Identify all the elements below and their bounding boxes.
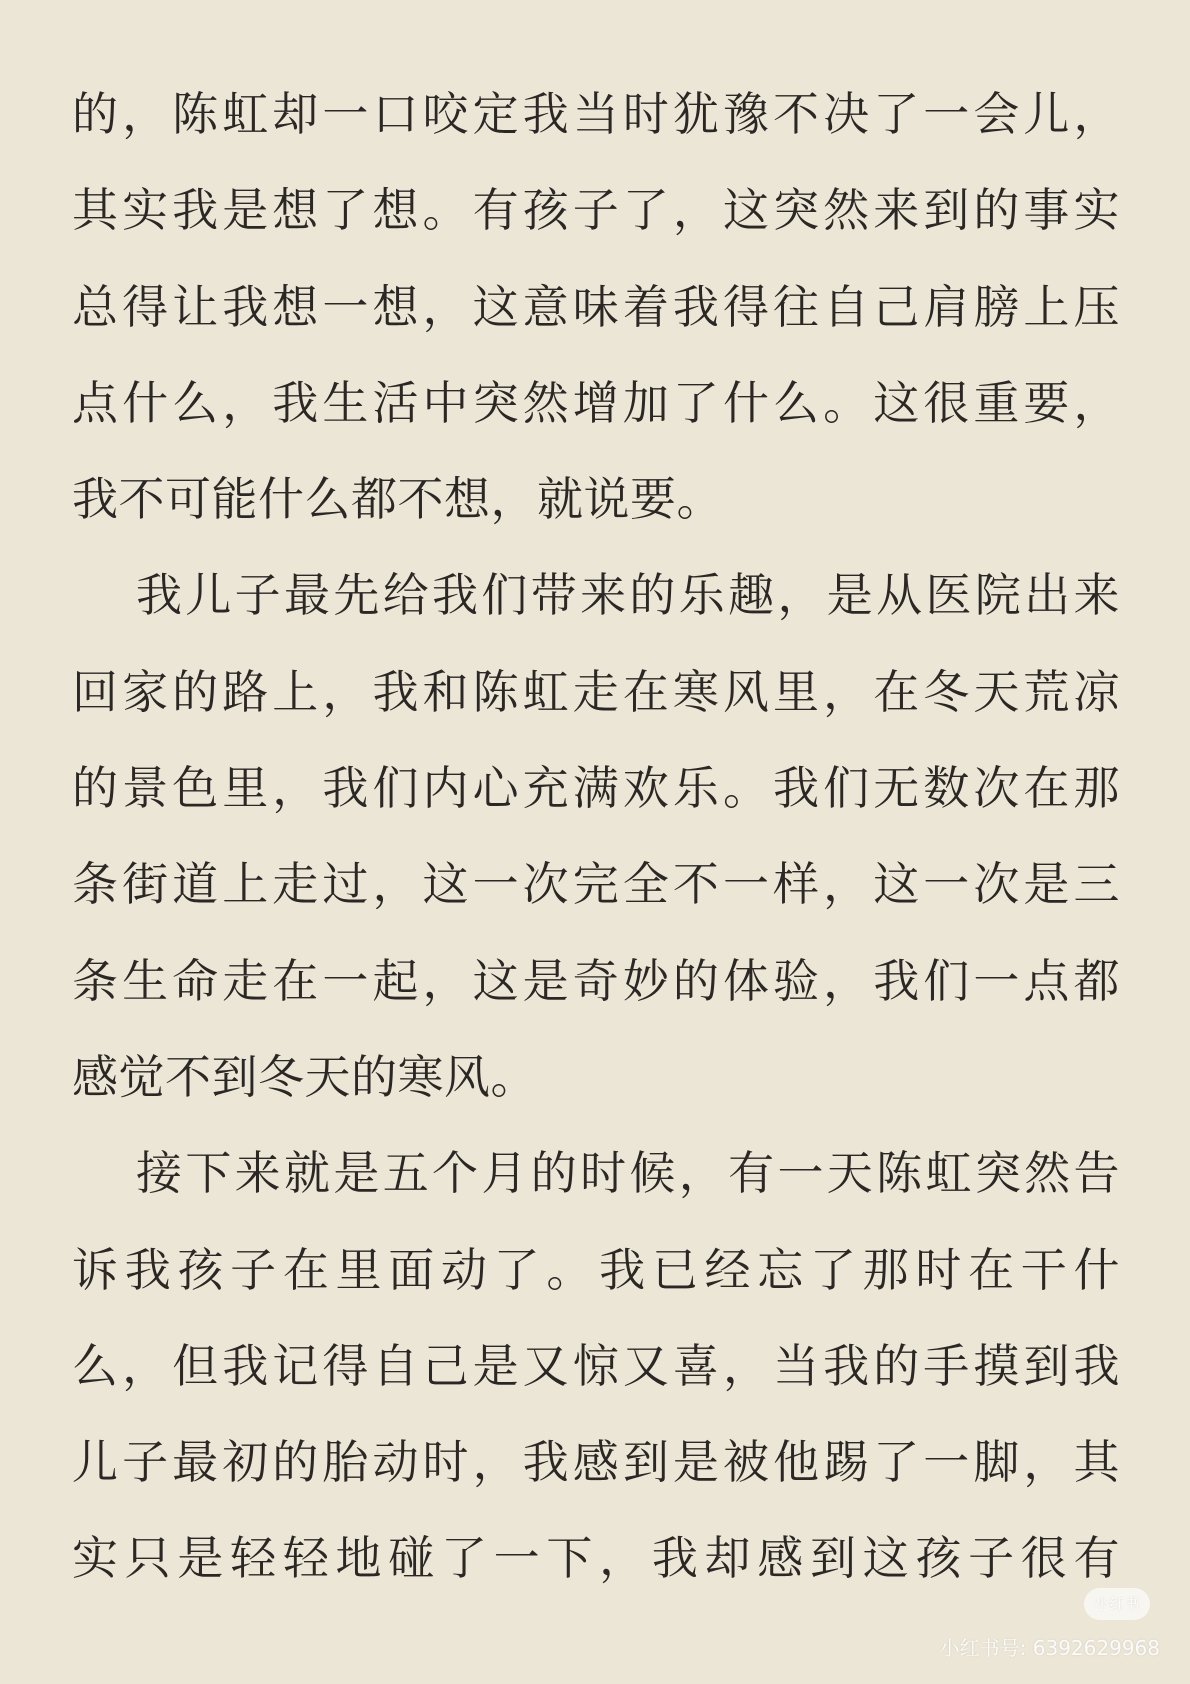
text-line: 实只是轻轻地碰了一下，我却感到这孩子很有 — [72, 1531, 1120, 1586]
text-line: 的，陈虹却一口咬定我当时犹豫不决了一会儿， — [72, 87, 1120, 141]
body-text — [72, 66, 1120, 1607]
watermark-logo: 小红书 — [1084, 1588, 1150, 1620]
watermark-id: 小红书号: 6392629968 — [939, 1636, 1160, 1660]
text-line: 条街道上走过，这一次完全不一样，这一次是三 — [72, 857, 1120, 912]
text-line: 诉我孩子在里面动了。我已经忘了那时在干什 — [72, 1242, 1120, 1297]
paragraph-start-line: 我儿子最先给我们带来的乐趣，是从医院出来 — [136, 568, 1120, 623]
text-line: 的景色里，我们内心充满欢乐。我们无数次在那 — [72, 761, 1120, 816]
text-line: 条生命走在一起，这是奇妙的体验，我们一点都 — [72, 953, 1120, 1008]
text-line: 我不可能什么都不想，就说要。 — [72, 472, 723, 527]
text-line: 儿子最初的胎动时，我感到是被他踢了一脚，其 — [72, 1435, 1120, 1490]
paragraph-start-line: 接下来就是五个月的时候，有一天陈虹突然告 — [136, 1146, 1120, 1201]
text-line: 总得让我想一想，这意味着我得往自己肩膀上压 — [72, 279, 1120, 334]
text-line: 其实我是想了想。有孩子了，这突然来到的事实 — [72, 183, 1120, 238]
text-line: 么，但我记得自己是又惊又喜，当我的手摸到我 — [72, 1338, 1120, 1393]
text-line: 点什么，我生活中突然增加了什么。这很重要， — [72, 375, 1120, 430]
text-line: 感觉不到冬天的寒风。 — [72, 1049, 537, 1104]
text-line: 回家的路上，我和陈虹走在寒风里，在冬天荒凉 — [72, 664, 1120, 719]
